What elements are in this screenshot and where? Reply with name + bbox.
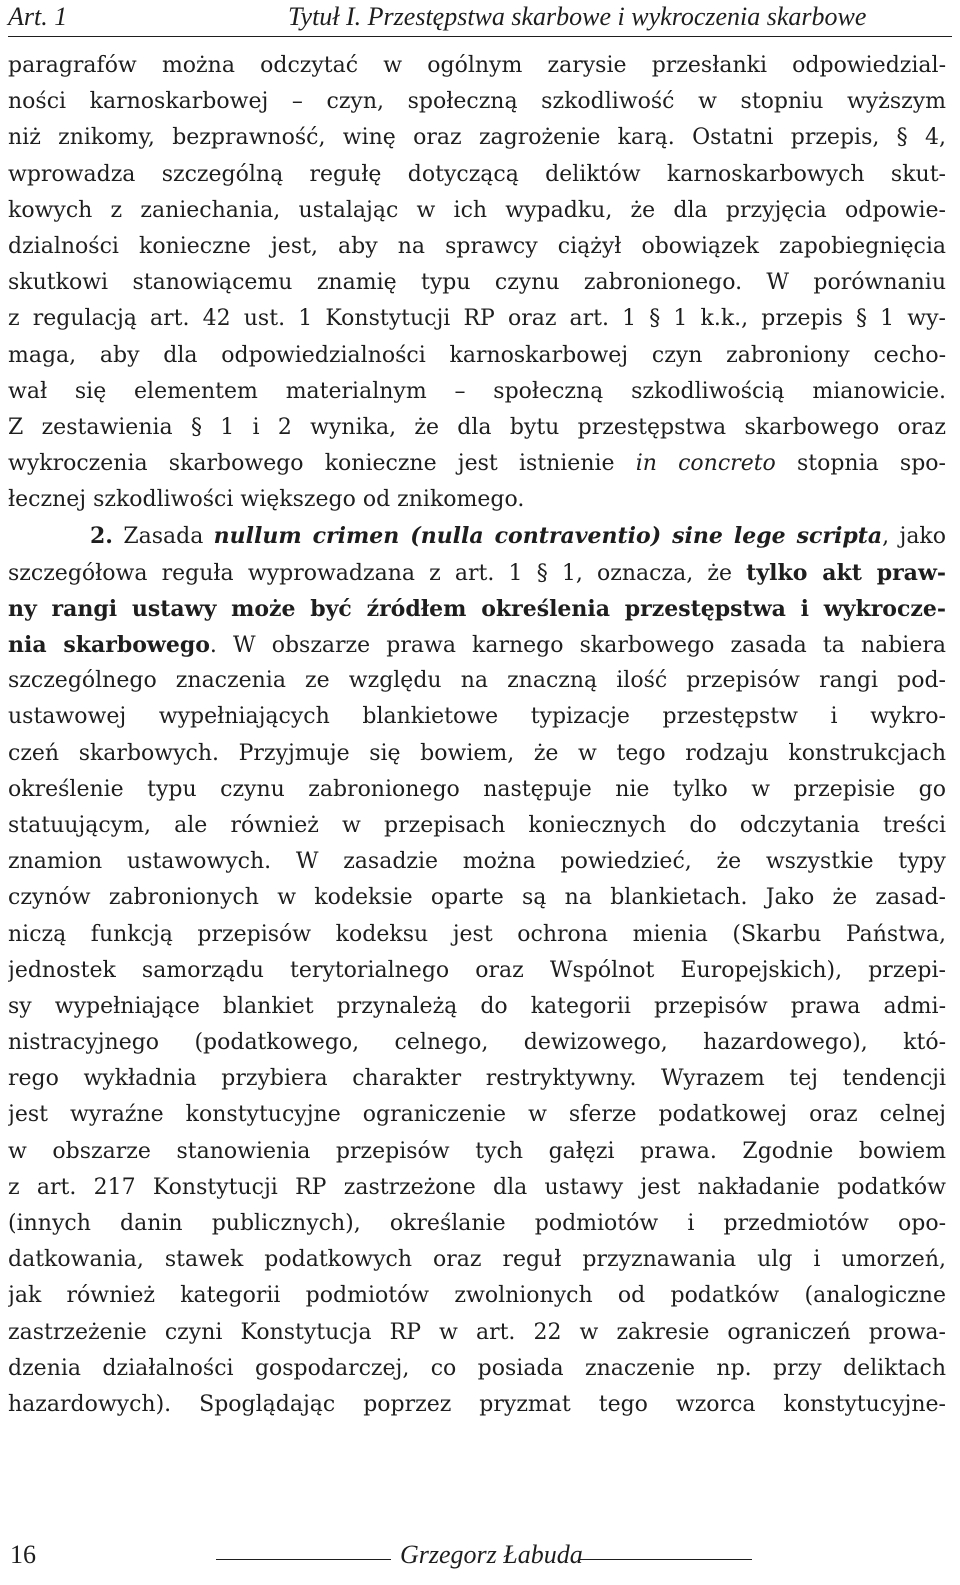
text-line: hazardowych). Spoglądając poprzez pryzmat tego wzorca konstytucyjne-	[8, 1391, 946, 1417]
text-line: nistracyjnego (podatkowego, celnego, dewizowego, hazardowego), któ-	[8, 1030, 946, 1056]
text-line: wprowadza szczególną regułę dotyczącą deliktów karnoskarbowych skut-	[8, 161, 946, 187]
page-footer	[8, 1540, 952, 1576]
footer-rule-right	[578, 1559, 752, 1560]
text-line: niczą funkcją przepisów kodeksu jest ochrona mienia (Skarbu Państwa,	[8, 921, 946, 947]
text-line: z regulacją art. 42 ust. 1 Konstytucji RP oraz art. 1 § 1 k.k., przepis § 1 wy-	[8, 306, 946, 332]
text-line	[8, 518, 946, 554]
text-line: (innych danin publicznych), określanie podmiotów i przedmiotów opo-	[8, 1211, 946, 1236]
text-line: szczególnego znaczenia ze względu na znaczną ilość przepisów rangi pod-	[8, 668, 946, 694]
text-line: ności karnoskarbowej – czyn, społeczną szkodliwość w stopniu wyższym	[8, 89, 946, 115]
running-header	[8, 0, 952, 37]
text-run: . W obszarze prawa karnego skarbowego zasada ta nabiera	[209, 633, 946, 658]
text-line: niż znikomy, bezprawność, winę oraz zagrożenie karą. Ostatni przepis, § 4,	[8, 125, 946, 151]
text-line: jednostek samorządu terytorialnego oraz Wspólnot Europejskich), przepi-	[8, 957, 946, 983]
paragraph-number: 2.	[90, 523, 113, 550]
text-run: stopnia spo-	[775, 451, 946, 477]
text-line: dzialności konieczne jest, aby na sprawcy ciążył obowiązek zapobiegnięcia	[8, 233, 946, 259]
footer-rule-left	[216, 1559, 391, 1560]
article-label: Art. 1	[8, 2, 68, 31]
text-run: wykroczenia skarbowego konieczne jest istnienie	[8, 451, 636, 477]
text-line: maga, aby dla odpowiedzialności karnoskarbowej czyn zabroniony cecho-	[8, 342, 946, 368]
text-line	[8, 555, 946, 591]
text-line: łecznej szkodliwości większego od znikomego.	[8, 487, 525, 513]
text-line: czeń skarbowych. Przyjmuje się bowiem, że w tego rodzaju konstrukcjach	[8, 740, 946, 766]
paragraph-1	[8, 48, 946, 518]
latin-maxim: nullum crimen (nulla contraventio) sine lege scripta	[213, 523, 883, 550]
text-line: paragrafów można odczytać w ogólnym zarysie przesłanki odpowiedzial-	[8, 53, 946, 78]
chapter-title: Tytuł I. Przestępstwa skarbowe i wykroczenia skarbowe	[288, 2, 867, 31]
paragraph-2	[8, 518, 946, 1423]
text-line: rego wykładnia przybiera charakter restryktywny. Wyrazem tej tendencji	[8, 1066, 946, 1092]
text-line: z art. 217 Konstytucji RP zastrzeżone dla ustawy jest nakładanie podatków	[8, 1174, 946, 1200]
author-name: Grzegorz Łabuda	[400, 1540, 583, 1569]
text-run: , jako	[882, 524, 946, 550]
text-line: czynów zabronionych w kodeksie oparte są na blankietach. Jako że zasad-	[8, 885, 946, 911]
text-line: określenie typu czynu zabronionego następuje nie tylko w przepisie go	[8, 776, 946, 802]
emphasis-run: nia skarbowego	[8, 632, 210, 658]
emphasis-line: ny rangi ustawy może być źródłem określenia przestępstwa i wykrocze-	[8, 595, 946, 622]
text-line: statuującym, ale również w przepisach koniecznych do odczytania treści	[8, 812, 946, 838]
text-line: znamion ustawowych. W zasadzie można powiedzieć, że wszystkie typy	[8, 849, 946, 875]
text-line: w obszarze stanowienia przepisów tych gałęzi prawa. Zgodnie bowiem	[8, 1138, 946, 1164]
text-line: datkowania, stawek podatkowych oraz reguł przyznawania ulg i umorzeń,	[8, 1247, 946, 1273]
text-line: sy wypełniające blankiet przynależą do kategorii przepisów prawa admi-	[8, 993, 946, 1019]
body-text	[8, 48, 946, 1423]
text-line: wał się elementem materialnym – społeczną szkodliwością mianowicie.	[8, 378, 946, 404]
text-line: kowych z zaniechania, ustalając w ich wypadku, że dla przyjęcia odpowie-	[8, 197, 946, 223]
page-number: 16	[10, 1540, 36, 1569]
text-run: Zasada	[112, 524, 214, 550]
text-line	[8, 446, 946, 482]
text-line	[8, 627, 946, 663]
text-line: dzenia działalności gospodarczej, co posiada znaczenie np. przy deliktach	[8, 1355, 946, 1381]
text-line: zastrzeżenie czyni Konstytucja RP w art. 22 w zakresie ograniczeń prowa-	[8, 1319, 946, 1345]
text-line: Z zestawienia § 1 i 2 wynika, że dla bytu przestępstwa skarbowego oraz	[8, 414, 946, 440]
text-run: szczegółowa reguła wyprowadzana z art. 1 § 1, oznacza, że	[8, 560, 747, 586]
text-line: jak również kategorii podmiotów zwolnionych od podatków (analogiczne	[8, 1283, 946, 1309]
latin-term: in concreto	[635, 451, 776, 477]
text-line: ustawowej wypełniających blankietowe typizacje przestępstw i wykro-	[8, 704, 946, 730]
text-line: jest wyraźne konstytucyjne ograniczenie w sferze podatkowej oraz celnej	[8, 1102, 946, 1128]
emphasis-run: tylko akt praw-	[746, 559, 946, 586]
text-line: skutkowi stanowiącemu znamię typu czynu zabronionego. W porównaniu	[8, 270, 946, 296]
